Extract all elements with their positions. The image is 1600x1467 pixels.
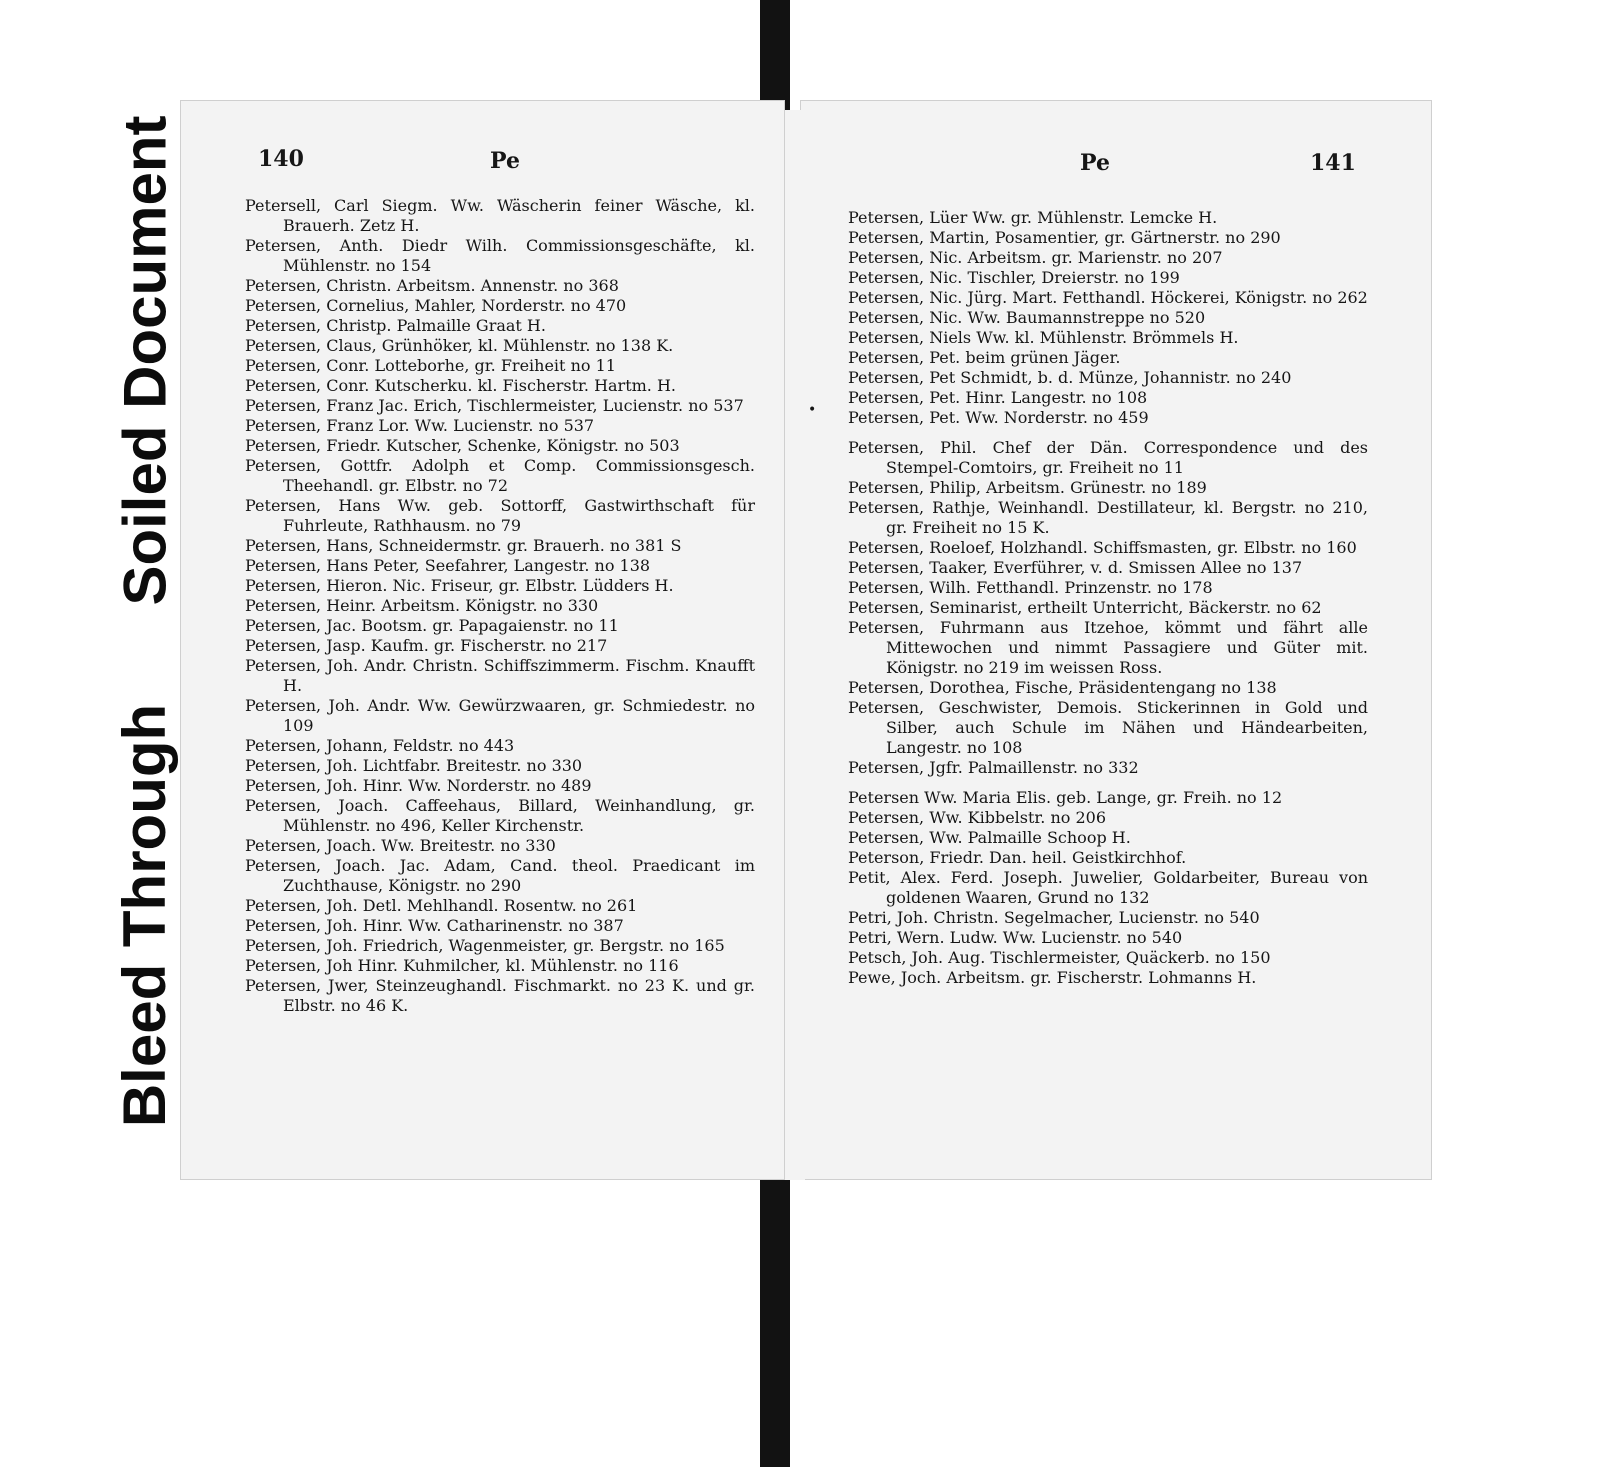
directory-entry: Petsch, Joh. Aug. Tischlermeister, Quäckerb. no 150: [848, 948, 1271, 967]
directory-entry: Petersen, Cornelius, Mahler, Norderstr. no 470: [245, 296, 627, 315]
directory-entry: Petersen, Heinr. Arbeitsm. Königstr. no 330: [245, 596, 599, 615]
directory-entry: Petersen, Lüer Ww. gr. Mühlenstr. Lemcke H.: [848, 208, 1218, 227]
directory-entry: Petersen, Nic. Jürg. Mart. Fetthandl. Höckerei, Königstr. no 262: [848, 288, 1368, 307]
directory-entry: Petersen, Franz Lor. Ww. Lucienstr. no 537: [245, 416, 595, 435]
directory-entry: Petersen, Pet Schmidt, b. d. Münze, Johannistr. no 240: [848, 368, 1292, 387]
directory-entry: Petersen, Christp. Palmaille Graat H.: [245, 316, 546, 335]
right-page-header: Pe: [1080, 150, 1110, 176]
directory-entry: Petersen, Martin, Posamentier, gr. Gärtnerstr. no 290: [848, 228, 1281, 247]
directory-entry: Petersen, Joh. Andr. Ww. Gewürzwaaren, gr. Schmiedestr. no 109: [245, 696, 755, 735]
directory-entry: Pewe, Joch. Arbeitsm. gr. Fischerstr. Lohmanns H.: [848, 968, 1257, 987]
directory-entry: Petersen, Joach. Caffeehaus, Billard, Weinhandlung, gr. Mühlenstr. no 496, Keller Kirchenstr.: [245, 796, 755, 835]
right-page-number: 141: [1310, 150, 1356, 176]
directory-entry: Petersen, Joach. Ww. Breitestr. no 330: [245, 836, 556, 855]
directory-entry: Petersen, Rathje, Weinhandl. Destillateur, kl. Bergstr. no 210, gr. Freiheit no 15 K.: [848, 498, 1368, 537]
left-page-number: 140: [258, 146, 304, 172]
directory-entry: Petersen, Ww. Palmaille Schoop H.: [848, 828, 1131, 847]
directory-entry: Petersen, Joh. Andr. Christn. Schiffszimmerm. Fischm. Knaufft H.: [245, 656, 755, 695]
directory-entry: Petersen, Hans Peter, Seefahrer, Langestr. no 138: [245, 556, 651, 575]
directory-entry: Petri, Wern. Ludw. Ww. Lucienstr. no 540: [848, 928, 1183, 947]
ink-mark: •: [808, 402, 817, 418]
directory-entry: Peterson, Friedr. Dan. heil. Geistkirchhof.: [848, 848, 1187, 867]
directory-entry: Petersen, Taaker, Everführer, v. d. Smissen Allee no 137: [848, 558, 1303, 577]
directory-entry: Petersen, Ww. Kibbelstr. no 206: [848, 808, 1107, 827]
directory-entry: Petersen, Joach. Jac. Adam, Cand. theol. Praedicant im Zuchthause, Königstr. no 290: [245, 856, 755, 895]
directory-entry: Petersen, Jac. Bootsm. gr. Papagaienstr. no 11: [245, 616, 619, 635]
directory-entry: Petersen, Roeloef, Holzhandl. Schiffsmasten, gr. Elbstr. no 160: [848, 538, 1357, 557]
directory-entry: Petersen, Hieron. Nic. Friseur, gr. Elbstr. Lüdders H.: [245, 576, 674, 595]
directory-entry: Petersen, Claus, Grünhöker, kl. Mühlenstr. no 138 K.: [245, 336, 674, 355]
directory-entry: Petersen, Jasp. Kaufm. gr. Fischerstr. no 217: [245, 636, 608, 655]
directory-entry: Petersen, Joh. Friedrich, Wagenmeister, gr. Bergstr. no 165: [245, 936, 725, 955]
directory-entry: Petersen, Joh. Hinr. Ww. Norderstr. no 489: [245, 776, 592, 795]
directory-entry: Petersen, Christn. Arbeitsm. Annenstr. no 368: [245, 276, 619, 295]
directory-entry: Petersen, Conr. Kutscherku. kl. Fischerstr. Hartm. H.: [245, 376, 677, 395]
directory-entry: Petersen, Johann, Feldstr. no 443: [245, 736, 515, 755]
directory-entry: Petersen, Jwer, Steinzeughandl. Fischmarkt. no 23 K. und gr. Elbstr. no 46 K.: [245, 976, 755, 1015]
directory-entry: Petersen, Joh. Lichtfabr. Breitestr. no 330: [245, 756, 583, 775]
directory-entry: Petersen, Dorothea, Fische, Präsidentengang no 138: [848, 678, 1277, 697]
soiled-document-label: Soiled Document: [111, 114, 179, 606]
directory-entry: Petersen, Niels Ww. kl. Mühlenstr. Brömmels H.: [848, 328, 1239, 347]
directory-entry: Petersell, Carl Siegm. Ww. Wäscherin feiner Wäsche, kl. Brauerh. Zetz H.: [245, 196, 755, 235]
directory-entry: Petersen, Joh Hinr. Kuhmilcher, kl. Mühlenstr. no 116: [245, 956, 679, 975]
right-entry-list: [848, 208, 1368, 988]
directory-entry: Petersen, Joh. Detl. Mehlhandl. Rosentw. no 261: [245, 896, 638, 915]
soiled-document-label-wrap: [100, 95, 190, 625]
left-entry-list: [245, 196, 755, 1016]
directory-entry: Petersen Ww. Maria Elis. geb. Lange, gr. Freih. no 12: [848, 788, 1283, 807]
directory-entry: Petersen, Nic. Ww. Baumannstreppe no 520: [848, 308, 1206, 327]
directory-entry: Petersen, Joh. Hinr. Ww. Catharinenstr. no 387: [245, 916, 624, 935]
directory-entry: Petersen, Anth. Diedr Wilh. Commissionsgeschäfte, kl. Mühlenstr. no 154: [245, 236, 755, 275]
directory-entry: Petersen, Friedr. Kutscher, Schenke, Königstr. no 503: [245, 436, 680, 455]
bleed-through-label: Bleed Through: [111, 703, 179, 1127]
directory-entry: Petersen, Philip, Arbeitsm. Grünestr. no 189: [848, 478, 1207, 497]
left-page-header: Pe: [490, 148, 520, 174]
page-gutter: [785, 110, 805, 1180]
directory-entry: Petersen, Hans Ww. geb. Sottorff, Gastwirthschaft für Fuhrleute, Rathhausm. no 79: [245, 496, 755, 535]
directory-entry: Petersen, Pet. beim grünen Jäger.: [848, 348, 1121, 367]
directory-entry: Petersen, Geschwister, Demois. Stickerinnen in Gold und Silber, auch Schule im Nähen und Händearbeiten, Langestr. no 108: [848, 698, 1368, 757]
directory-entry: Petersen, Pet. Ww. Norderstr. no 459: [848, 408, 1149, 427]
directory-entry: Petersen, Nic. Tischler, Dreierstr. no 199: [848, 268, 1180, 287]
directory-entry: Petersen, Nic. Arbeitsm. gr. Marienstr. no 207: [848, 248, 1223, 267]
directory-entry: Petersen, Pet. Hinr. Langestr. no 108: [848, 388, 1148, 407]
directory-entry: Petersen, Franz Jac. Erich, Tischlermeister, Lucienstr. no 537: [245, 396, 744, 415]
directory-entry: Petersen, Wilh. Fetthandl. Prinzenstr. no 178: [848, 578, 1213, 597]
directory-entry: Petersen, Jgfr. Palmaillenstr. no 332: [848, 758, 1139, 777]
directory-entry: Petri, Joh. Christn. Segelmacher, Lucienstr. no 540: [848, 908, 1260, 927]
directory-entry: Petit, Alex. Ferd. Joseph. Juwelier, Goldarbeiter, Bureau von goldenen Waaren, Grund no 132: [848, 868, 1368, 907]
directory-entry: Petersen, Hans, Schneidermstr. gr. Brauerh. no 381 S: [245, 536, 682, 555]
directory-entry: Petersen, Phil. Chef der Dän. Correspondence und des Stempel-Comtoirs, gr. Freiheit no 11: [848, 438, 1368, 477]
directory-entry: Petersen, Conr. Lotteborhe, gr. Freiheit no 11: [245, 356, 616, 375]
directory-entry: Petersen, Gottfr. Adolph et Comp. Commissionsgesch. Theehandl. gr. Elbstr. no 72: [245, 456, 755, 495]
bleed-through-label-wrap: [100, 680, 190, 1150]
directory-entry: Petersen, Seminarist, ertheilt Unterricht, Bäckerstr. no 62: [848, 598, 1322, 617]
directory-entry: Petersen, Fuhrmann aus Itzehoe, kömmt und fährt alle Mittewochen und nimmt Passagiere und Güter mit. Königstr. no 219 im weissen Ross.: [848, 618, 1368, 677]
